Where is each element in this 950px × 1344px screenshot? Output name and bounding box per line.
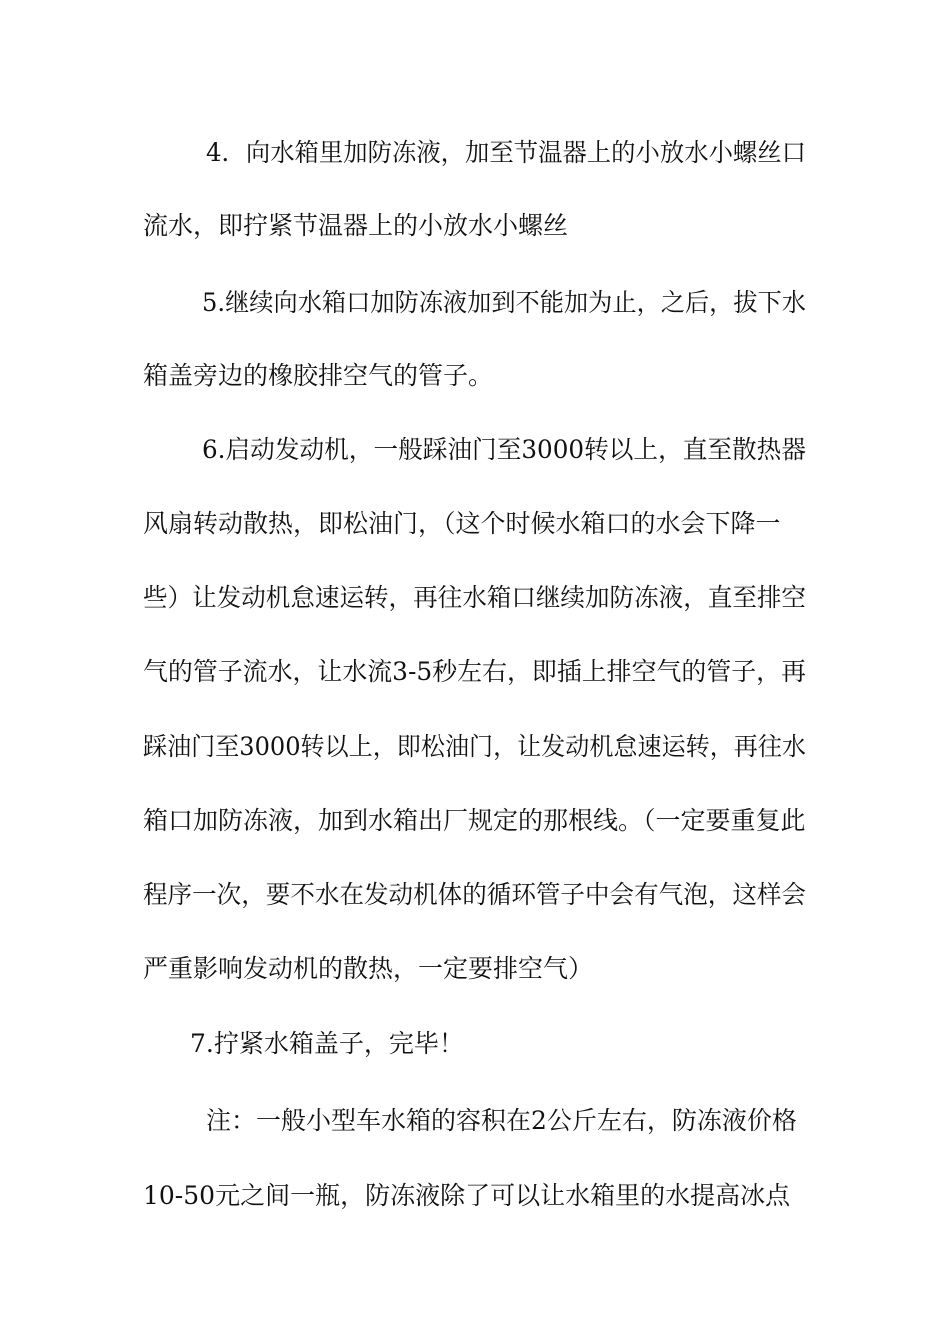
step-5-line-1: 5.继续向水箱口加防冻液加到不能加为止，之后，拔下水 [202,288,806,317]
step-6-line-7: 程序一次，要不水在发动机体的循环管子中会有气泡，这样会 [143,880,806,909]
step-4-line-2: 流水，即拧紧节温器上的小放水小螺丝 [143,211,569,240]
step-5-line-2: 箱盖旁边的橡胶排空气的管子。 [143,361,494,390]
step-6-line-4: 气的管子流水，让水流3-5秒左右，即插上排空气的管子，再 [143,657,806,686]
step-6-line-1: 6.启动发动机，一般踩油门至3000转以上，直至散热器 [202,435,806,464]
step-6-line-8: 严重影响发动机的散热，一定要排空气） [143,954,594,983]
step-6-line-5: 踩油门至3000转以上，即松油门，让发动机怠速运转，再往水 [143,732,806,761]
step-6-line-3: 些）让发动机怠速运转，再往水箱口继续加防冻液，直至排空 [143,583,806,612]
step-7-line-1: 7.拧紧水箱盖子，完毕！ [190,1029,464,1058]
step-6-line-6: 箱口加防冻液，加到水箱出厂规定的那根线。（一定要重复此 [143,806,806,835]
step-6-line-2: 风扇转动散热，即松油门，（这个时候水箱口的水会下降一 [143,509,781,538]
step-4-line-1: 4．向水箱里加防冻液，加至节温器上的小放水小螺丝口 [206,138,806,167]
note-line-1: 注：一般小型车水箱的容积在2公斤左右，防冻液价格 [206,1106,797,1135]
note-line-2: 10-50元之间一瓶，防冻液除了可以让水箱里的水提高冰点 [143,1181,791,1210]
